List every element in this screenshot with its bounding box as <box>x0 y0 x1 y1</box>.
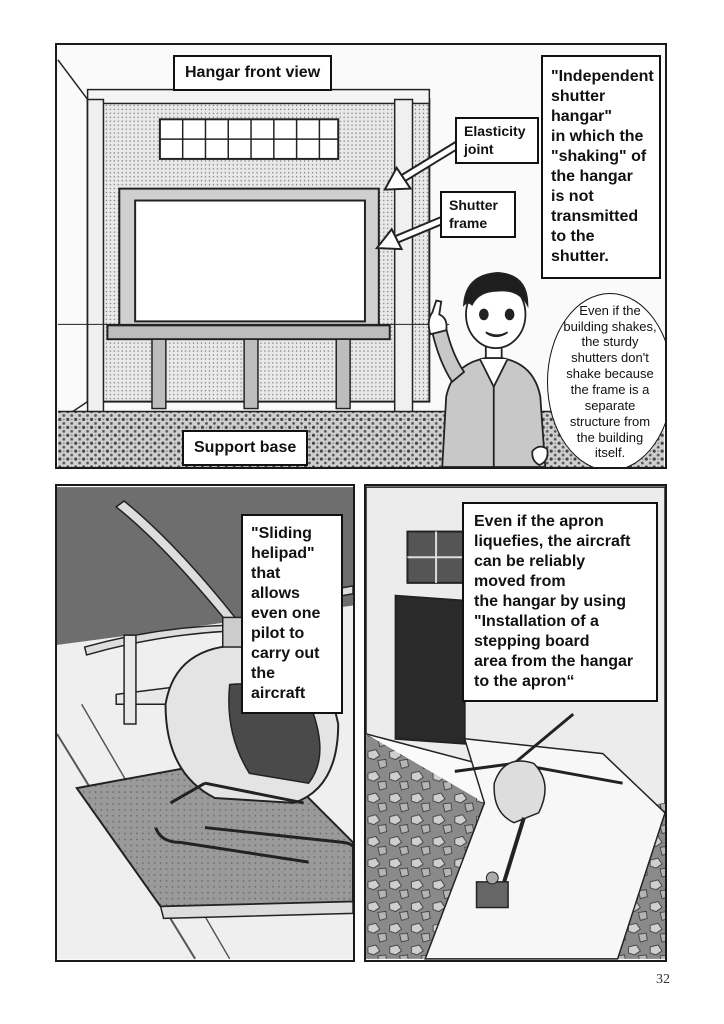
man-character <box>429 273 548 467</box>
panel-hangar-front-view <box>55 43 667 469</box>
hangar-pillar-right <box>395 99 413 421</box>
support-column <box>244 339 258 408</box>
tail-fin <box>124 635 136 724</box>
support-column <box>152 339 166 408</box>
helicopter-body <box>494 761 545 823</box>
support-column <box>336 339 350 408</box>
elasticity-joint-label: Elasticity joint <box>455 117 539 164</box>
tug-vehicle <box>477 882 509 908</box>
hangar-doorway <box>396 596 465 744</box>
hangar-roof-band <box>88 90 430 104</box>
hangar-front-view-label: Hangar front view <box>173 55 332 91</box>
independent-shutter-hangar-caption: "Independent shutter hangar" in which the "shaking" of the hangar is not transmitted to the shutter. <box>541 55 661 279</box>
shutter-frame-label: Shutter frame <box>440 191 516 238</box>
shutter-opening <box>135 201 365 322</box>
panel-stepping-board-area <box>364 484 667 962</box>
stepping-board-caption: Even if the apron liquefies, the aircraft can be reliably moved from the hangar by using "Installation of a stepping board area from the hangar to the apron“ <box>462 502 658 702</box>
support-beam <box>107 325 389 339</box>
sliding-helipad-caption: "Sliding helipad" that allows even one pilot to carry out the aircraft <box>241 514 343 714</box>
perspective-line <box>58 60 88 100</box>
hangar-pillar-left <box>88 99 104 421</box>
tug-operator <box>486 872 498 884</box>
support-base-label: Support base <box>182 430 308 466</box>
panel-sliding-helipad <box>55 484 355 962</box>
page-number: 32 <box>656 972 670 987</box>
speech-bubble: Even if the building shakes, the sturdy shutters don't shake because the frame is a separate structure from the building itself. <box>547 293 667 469</box>
